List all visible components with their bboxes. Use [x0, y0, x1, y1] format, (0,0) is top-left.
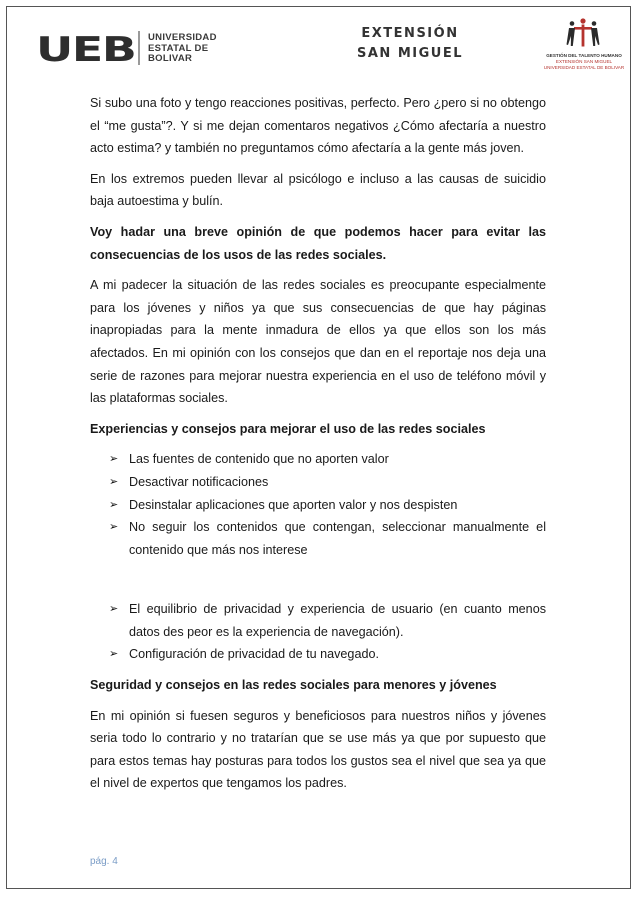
heading-security: Seguridad y consejos en las redes sociales para menores y jóvenes [90, 678, 497, 693]
arrow-bullet-icon: ➢ [109, 648, 119, 661]
list-item: ➢ Las fuentes de contenido que no aporten valor [109, 448, 546, 471]
logo-divider [138, 31, 140, 65]
paragraph-2: En los extremos pueden llevar al psicólogo e incluso a las causas de suicidio baja autoestima y bulín. [90, 171, 546, 209]
page-number: pág. 4 [90, 856, 118, 867]
document-body [90, 92, 546, 795]
arrow-bullet-icon: ➢ [109, 453, 119, 466]
list-item: ➢ Desactivar notificaciones [109, 471, 546, 494]
talent-logo-text: GESTIÓN DEL TALENTO HUMANO EXTENSIÓN SAN MIGUEL UNIVERSIDAD ESTATAL DE BOLIVAR [543, 53, 625, 70]
list-item: ➢ Configuración de privacidad de tu navegado. [109, 643, 546, 666]
privacy-list [90, 598, 546, 666]
arrow-bullet-icon: ➢ [109, 475, 119, 488]
arrow-bullet-icon: ➢ [109, 498, 119, 511]
paragraph-1: Si subo una foto y tengo reacciones positivas, perfecto. Pero ¿pero si no obtengo el “me gusta”?. Y si me dejan comentaros negativos ¿Cómo afectaría a nuestro acto estima? y también no preguntamos cómo afectaría a la gente más joven. [90, 96, 546, 156]
extension-title: EXTENSIÓN SAN MIGUEL [357, 26, 463, 61]
tips-list [90, 448, 546, 561]
paragraph-4: En mi opinión si fuesen seguros y beneficiosos para nuestros niños y jóvenes seria todo lo contrario y no tratarían que se use más ya que por supuesto que para estos temas hay posturas para todos los gustos sea el nivel que sea ya que el nivel de expertos que tengamos los padres. [90, 708, 546, 791]
page-header [0, 0, 638, 84]
university-name: UNIVERSIDAD ESTATAL DE BOLIVAR [148, 32, 217, 64]
ueb-logo: UEB [36, 30, 136, 70]
heading-experiences: Experiencias y consejos para mejorar el uso de las redes sociales [90, 421, 486, 436]
heading-opinion: Voy hadar una breve opinión de que podemos hacer para evitar las consecuencias de los usos de las redes sociales. [90, 224, 546, 262]
paragraph-3: A mi padecer la situación de las redes sociales es preocupante especialmente para los jóvenes y niños ya que sus consecuencias de que hay páginas inapropiadas para la mente inmadura de ellos ya que ellos son los más afectados. En mi opinión con los consejos que dan en el reportaje nos deja una serie de razones para mejorar nuestra experiencia en el uso de teléfono móvil y las plataformas sociales. [90, 278, 546, 406]
list-item: ➢ Desinstalar aplicaciones que aporten valor y nos despisten [109, 494, 546, 517]
list-item: ➢ El equilibrio de privacidad y experiencia de usuario (en cuanto menos datos des peor es la experiencia de navegación). [109, 598, 546, 643]
list-item: ➢ No seguir los contenidos que contengan, seleccionar manualmente el contenido que más nos interese [109, 516, 546, 561]
arrow-bullet-icon: ➢ [109, 521, 119, 534]
talent-logo-icon [565, 18, 601, 48]
arrow-bullet-icon: ➢ [109, 603, 119, 616]
